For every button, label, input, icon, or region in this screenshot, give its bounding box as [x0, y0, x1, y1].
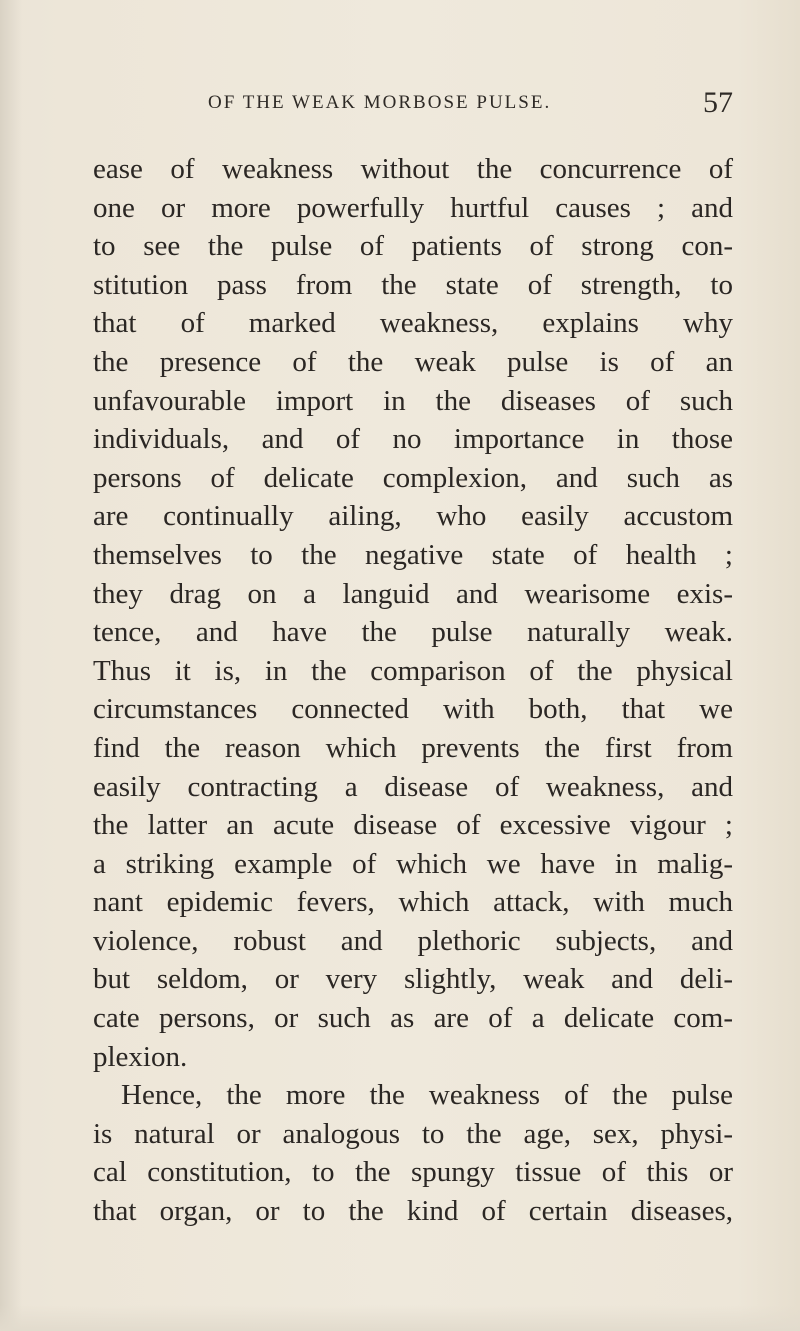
text-line: the latter an acute disease of excessive vigour ; [93, 809, 733, 842]
text-line: is natural or analogous to the age, sex, physi- [93, 1117, 733, 1150]
text-line: stitution pass from the state of strength, to [93, 268, 733, 301]
text-line: tence, and have the pulse naturally weak. [93, 616, 733, 649]
text-line: individuals, and of no importance in those [93, 423, 733, 456]
text-line: are continually ailing, who easily accustom [93, 500, 733, 533]
text-line: that organ, or to the kind of certain diseases, [93, 1195, 733, 1228]
text-line: themselves to the negative state of health ; [93, 538, 733, 571]
page-bottom-edge [0, 1305, 800, 1331]
running-head-title: OF THE WEAK MORBOSE PULSE. [208, 92, 552, 113]
text-line: a striking example of which we have in malig- [93, 847, 733, 880]
text-line: violence, robust and plethoric subjects, and [93, 924, 733, 957]
text-line: one or more powerfully hurtful causes ; and [93, 191, 733, 224]
text-line: easily contracting a disease of weakness, and [93, 770, 733, 803]
text-line: they drag on a languid and wearisome exis- [93, 577, 733, 610]
page-number: 57 [703, 86, 733, 119]
paragraph-start-line: Hence, the more the weakness of the pulse [121, 1079, 733, 1112]
text-line: but seldom, or very slightly, weak and deli- [93, 963, 733, 996]
text-line: persons of delicate complexion, and such as [93, 461, 733, 494]
text-line: nant epidemic fevers, which attack, with much [93, 886, 733, 919]
text-line: circumstances connected with both, that we [93, 693, 733, 726]
paragraph-end-line: plexion. [93, 1040, 188, 1073]
text-line: Thus it is, in the comparison of the physical [93, 654, 733, 687]
text-line: cal constitution, to the spungy tissue of this or [93, 1156, 733, 1189]
text-line: that of marked weakness, explains why [93, 307, 733, 340]
text-line: unfavourable import in the diseases of such [93, 384, 733, 417]
text-line: to see the pulse of patients of strong con- [93, 230, 733, 263]
body-text [93, 150, 733, 1231]
text-line: cate persons, or such as are of a delicate com- [93, 1002, 733, 1035]
text-line: ease of weakness without the concurrence of [93, 153, 733, 185]
page-edge-shadow [0, 0, 22, 1331]
running-head [93, 86, 733, 126]
text-line: the presence of the weak pulse is of an [93, 345, 733, 378]
text-line: find the reason which prevents the first from [93, 731, 733, 764]
